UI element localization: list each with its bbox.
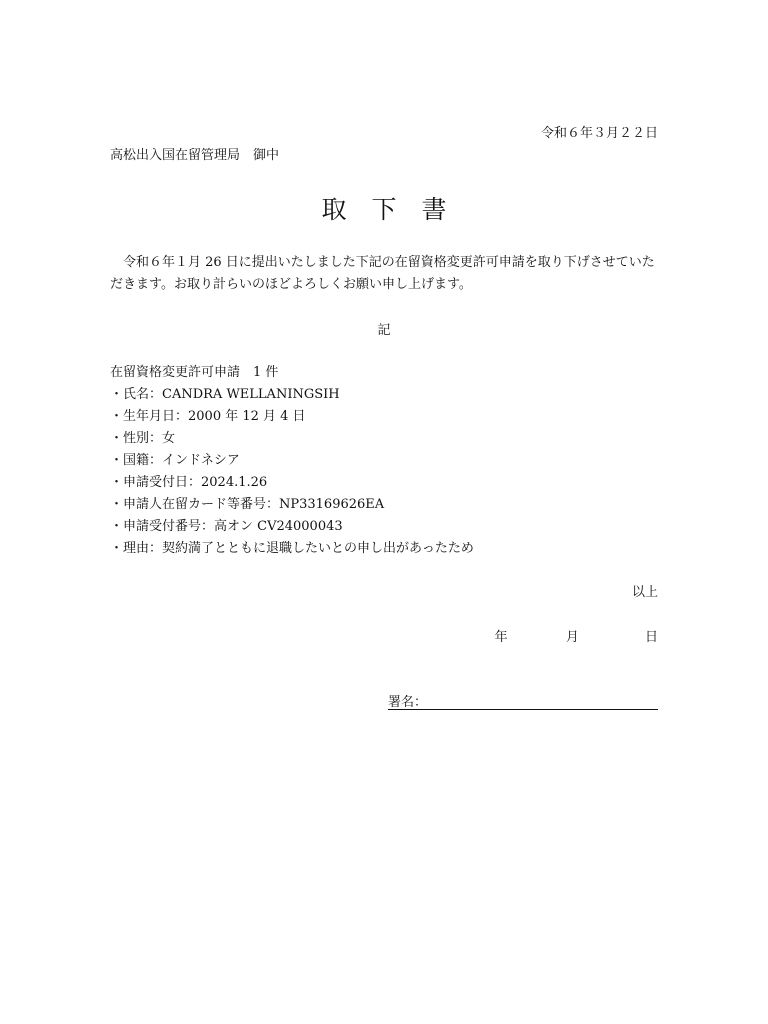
list-item: ・国籍：インドネシア bbox=[110, 453, 240, 468]
blank-date bbox=[495, 626, 658, 645]
document-date: 令和６年３月２２日 bbox=[540, 126, 658, 141]
signature-label: 署名： bbox=[388, 695, 428, 710]
blank-date-year: 年 bbox=[494, 630, 508, 645]
closing-ijo: 以上 bbox=[631, 585, 658, 600]
signature-line bbox=[388, 691, 658, 710]
addressee: 高松出入国在留管理局 御中 bbox=[110, 148, 280, 163]
ki-heading: 記 bbox=[377, 323, 391, 338]
list-item: ・生年月日：2000 年 12 月 4 日 bbox=[110, 409, 306, 424]
list-item: ・性別：女 bbox=[110, 431, 176, 446]
list-item: 在留資格変更許可申請 1 件 bbox=[110, 365, 279, 380]
item-list bbox=[110, 362, 474, 560]
list-item: ・理由：契約満了とともに退職したいとの申し出があったため bbox=[110, 541, 474, 556]
document-title: 取 下 書 bbox=[321, 195, 447, 224]
blank-date-day: 日 bbox=[644, 630, 658, 645]
list-item: ・申請受付番号：高オン CV24000043 bbox=[110, 519, 343, 534]
list-item: ・氏名：CANDRA WELLANINGSIH bbox=[110, 387, 340, 402]
list-item: ・申請受付日：2024.1.26 bbox=[110, 475, 268, 490]
body-paragraph: 令和６年１月 26 日に提出いたしました下記の在留資格変更許可申請を取り下げさせていただきます。お取り計らいのほどよろしくお願い申し上げます。 bbox=[110, 255, 655, 292]
list-item: ・申請人在留カード等番号：NP33169626EA bbox=[110, 497, 385, 512]
blank-date-month: 月 bbox=[565, 630, 579, 645]
